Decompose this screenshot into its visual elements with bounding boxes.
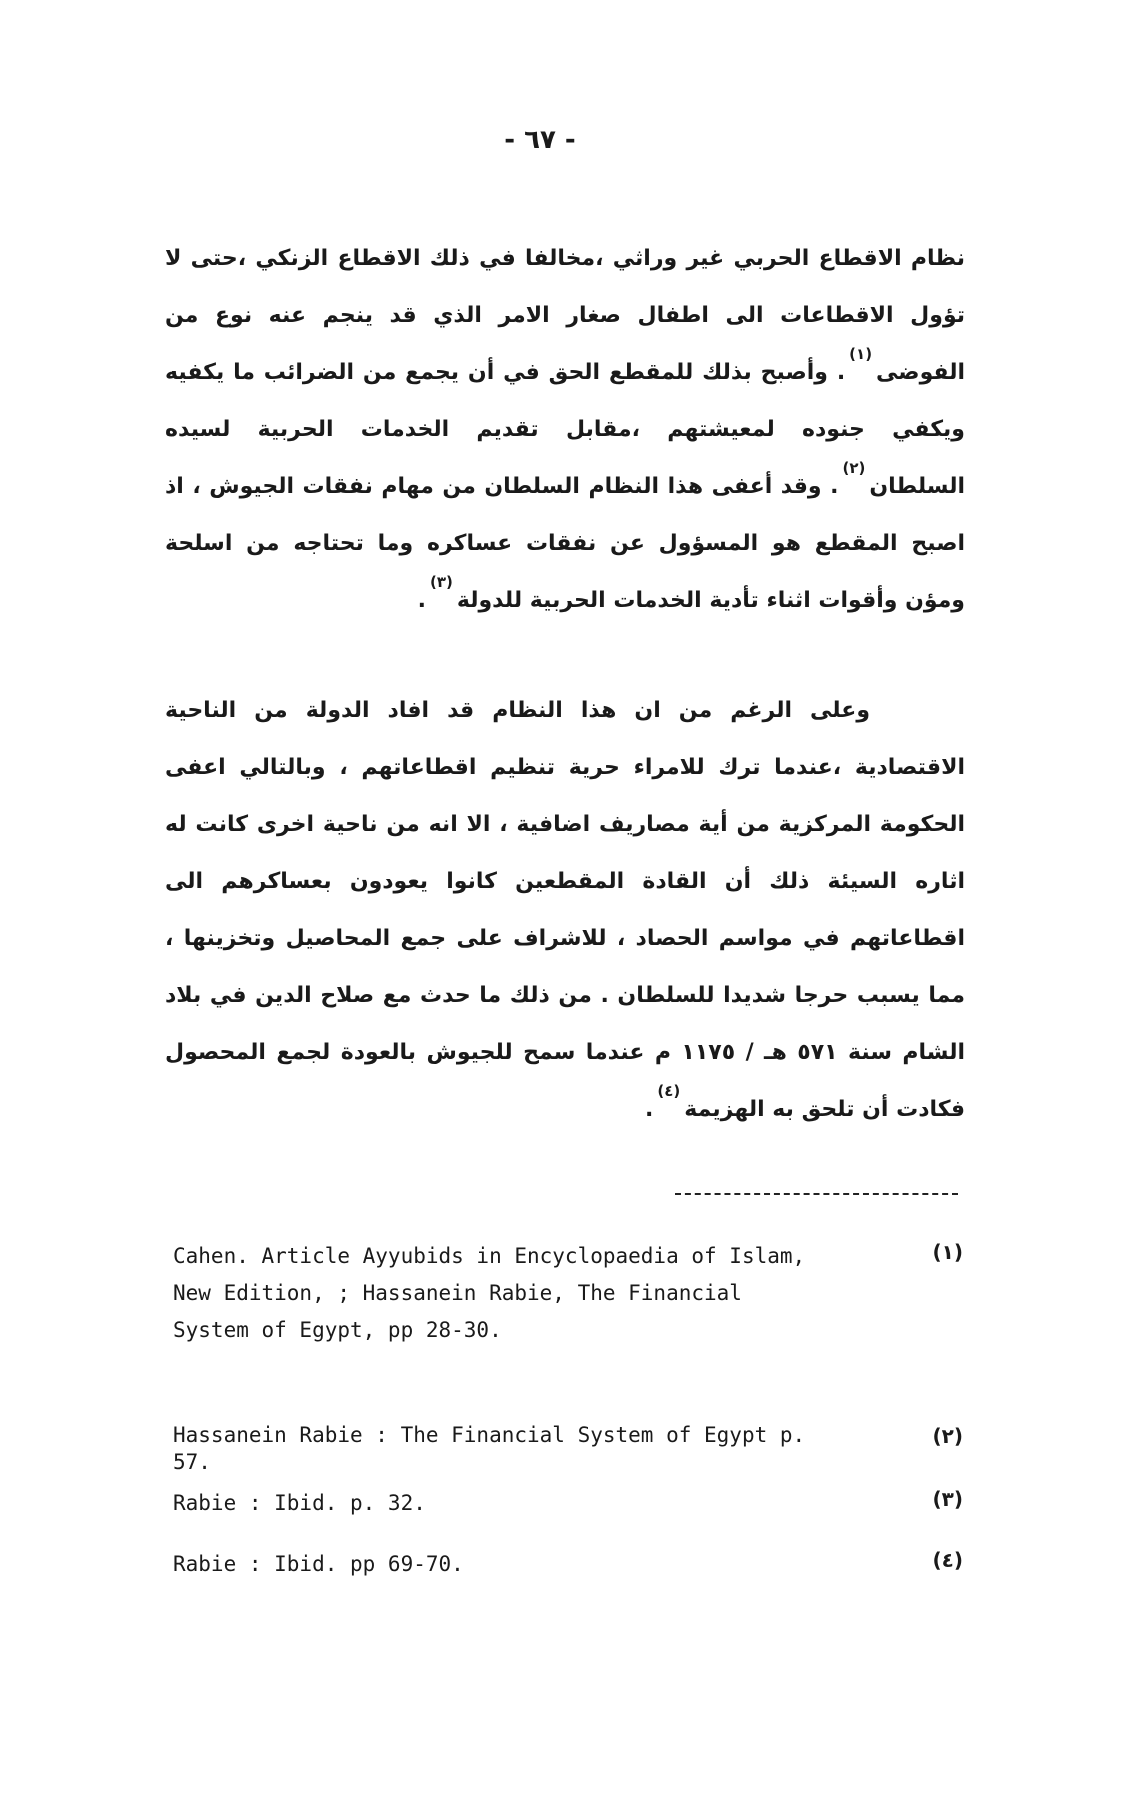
paragraph-1-text-b: . وأصبح بذلك للمقطع الحق في أن يجمع من الضرائب ما يكفيه ويكفي جنوده لمعيشتهم ،مقابل تقديم الخدمات الحربية لسيده السلطان <box>165 360 965 499</box>
paragraph-1-end: . <box>417 588 427 613</box>
footnote-1-number: (١) <box>932 1240 963 1264</box>
footnote-2-number: (٢) <box>932 1424 963 1448</box>
footnote-4-text: Rabie : Ibid. pp 69-70. <box>173 1552 464 1576</box>
paragraph-2 <box>165 682 965 1138</box>
page-number: - ٦٧ - <box>504 125 576 155</box>
paragraph-2-text: وعلى الرغم من ان هذا النظام قد افاد الدولة من الناحية الاقتصادية ،عندما ترك للامراء حرية تنظيم اقطاعاتهم ، وبالتالي اعفى الحكومة المركزية من أية مصاريف اضافية ، الا انه من ناحية اخرى كانت له اثاره السيئة ذلك أن القادة المقطعين كانوا يعودون بعساكرهم الى اقطاعاتهم في مواسم الحصاد ، للاشراف على جمع المحاصيل وتخزينها ، مما يسبب حرجا شديدا للسلطان . من ذلك ما حدث مع صلاح الدين في بلاد الشام سنة ٥٧١ هـ / ١١٧٥ م عندما سمح للجيوش بالعودة لجمع المحصول فكادت أن تلحق به الهزيمة <box>165 698 965 1122</box>
footnote-3-number: (٣) <box>932 1487 963 1511</box>
paragraph-1-text-a: نظام الاقطاع الحربي غير وراثي ،مخالفا في ذلك الاقطاع الزنكي ،حتى لا تؤول الاقطاعات الى اطفال صغار الامر الذي قد ينجم عنه نوع من الفوضى <box>165 246 965 385</box>
footnote-ref-4: (٤) <box>657 1082 681 1100</box>
footnote-4-number: (٤) <box>932 1548 963 1572</box>
footnote-ref-1: (١) <box>849 345 873 363</box>
footnote-1-text: Cahen. Article Ayyubids in Encyclopaedia of Islam, New Edition, ; Hassanein Rabie, The Financial System of Egypt, pp 28-30. <box>173 1244 806 1342</box>
footnote-2-text: Hassanein Rabie : The Financial System of Egypt p. 57. <box>173 1423 806 1474</box>
footnote-ref-3: (٣) <box>430 573 453 591</box>
footnote-ref-2: (٢) <box>842 459 866 477</box>
footnote-separator <box>675 1193 958 1195</box>
footnote-3-text: Rabie : Ibid. p. 32. <box>173 1491 426 1515</box>
paragraph-2-end: . <box>645 1097 654 1122</box>
paragraph-1 <box>165 230 965 629</box>
paragraph-1-text-c: . وقد أعفى هذا النظام السلطان من مهام نفقات الجيوش ، اذ اصبح المقطع هو المسؤول عن نفقات عساكره وما تحتاجه من اسلحة ومؤن وأقوات اثناء تأدية الخدمات الحربية للدولة <box>165 474 965 613</box>
